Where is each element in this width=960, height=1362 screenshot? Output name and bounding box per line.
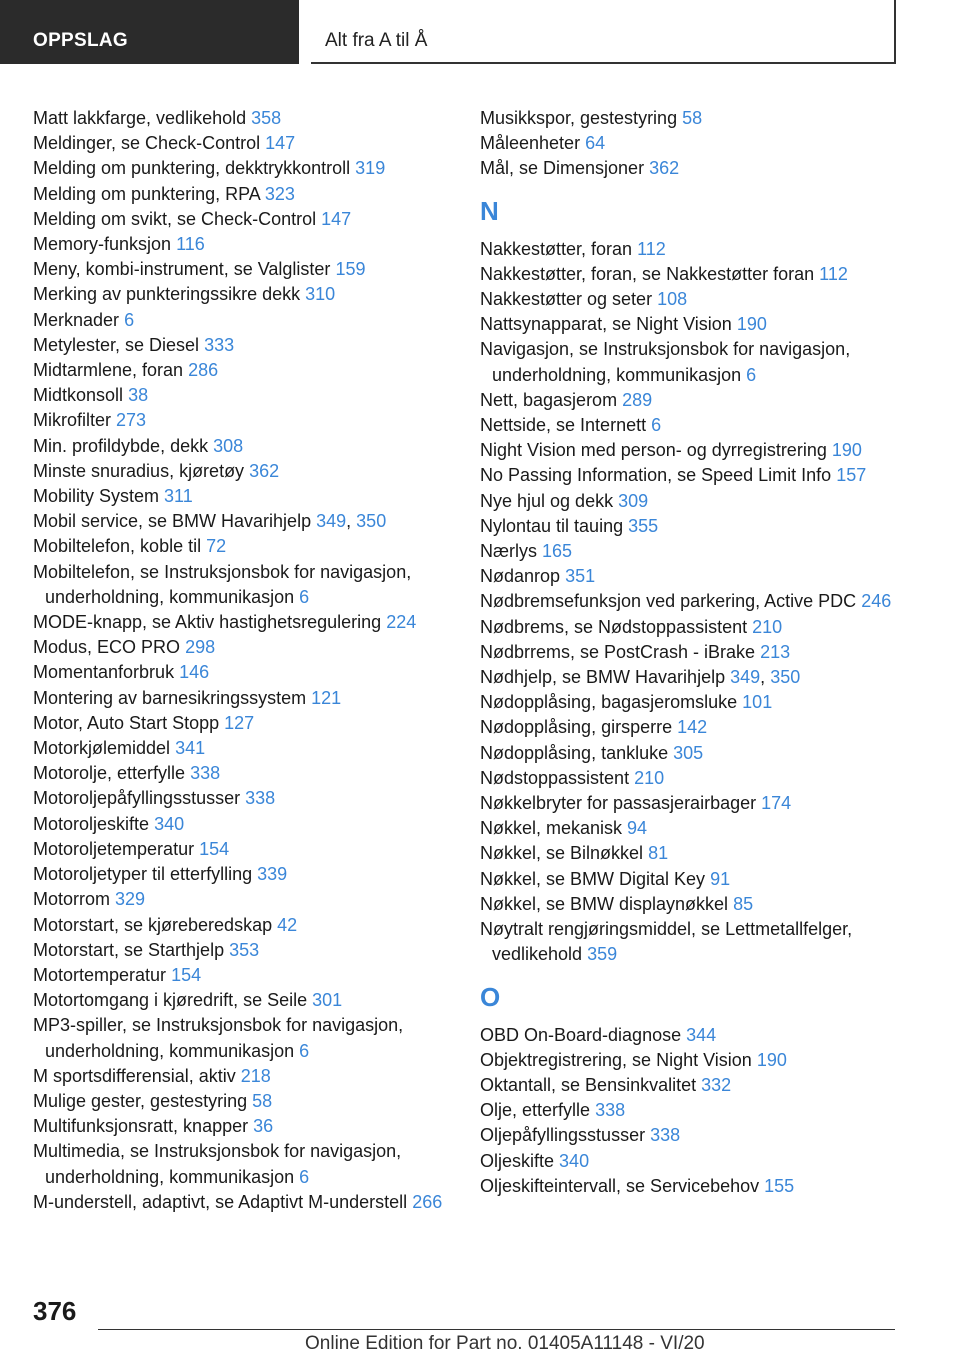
entry-term: Nødbrrems, se PostCrash - iBrake	[480, 641, 756, 662]
index-entry	[33, 560, 473, 610]
entry-term: Nødopplåsing, girsperre	[480, 717, 673, 738]
entry-term: Multifunksjonsratt, knapper	[33, 1116, 249, 1137]
page-link[interactable]: 58	[682, 108, 703, 128]
page-link[interactable]: 85	[733, 893, 754, 914]
page-link[interactable]: 174	[761, 793, 792, 814]
page-link[interactable]: 355	[628, 515, 659, 536]
page-link[interactable]: 38	[128, 385, 149, 406]
edition-text: Online Edition for Part no. 01405A11148 - VI/20	[305, 1333, 705, 1354]
index-entry	[33, 534, 473, 559]
page-link[interactable]: 72	[206, 536, 227, 557]
entry-term: Nøkkel, se BMW displaynøkkel	[480, 893, 729, 914]
section-letter: N	[480, 195, 499, 226]
index-entry	[480, 463, 900, 488]
index-entry	[33, 711, 473, 736]
entry-term: Nakkestøtter og seter	[480, 289, 653, 310]
entry-term: Nakkestøtter, foran, se Nakkestøtter foran	[480, 263, 815, 284]
page-link[interactable]: 350	[356, 511, 387, 532]
index-entry	[480, 237, 900, 262]
index-entry	[33, 1114, 473, 1139]
page-link[interactable]: 6	[299, 1166, 310, 1187]
index-entry	[33, 1013, 473, 1063]
entry-term: Momentanforbruk	[33, 662, 175, 683]
index-entry	[33, 1190, 473, 1215]
page-link[interactable]: 154	[199, 838, 230, 859]
index-entry	[33, 257, 473, 282]
index-entry	[480, 615, 900, 640]
entry-term: Oljepåfyllingsstusser	[480, 1125, 646, 1146]
entry-term: Objektregistrering, se Night Vision	[480, 1049, 752, 1070]
entry-term: Olje, etterfylle	[480, 1100, 591, 1121]
index-entry	[33, 686, 473, 711]
entry-term: Nøkkel, se BMW Digital Key	[480, 868, 706, 889]
entry-term: Navigasjon, se Instruksjonsbok for navigasjon, underholdning, kommunikasjon	[480, 339, 851, 385]
page-link[interactable]: 6	[299, 586, 310, 607]
entry-term: Multimedia, se Instruksjonsbok for navigasjon, underholdning, kommunikasjon	[33, 1141, 402, 1187]
index-entry	[480, 841, 900, 866]
entry-term: Melding om punktering, RPA	[33, 183, 260, 204]
page-link[interactable]: 157	[836, 465, 867, 486]
index-entry	[480, 388, 900, 413]
index-entry	[480, 1073, 900, 1098]
entry-term: Musikkspor, gestestyring	[480, 108, 678, 128]
index-entry	[33, 459, 473, 484]
index-entry	[480, 892, 900, 917]
page-link[interactable]: 190	[736, 314, 767, 335]
page-link[interactable]: 344	[686, 1024, 717, 1045]
entry-term: Nødopplåsing, bagasjeromsluke	[480, 692, 738, 713]
page-link[interactable]: 309	[618, 490, 649, 511]
index-entry	[480, 1023, 900, 1048]
index-entry	[480, 337, 900, 387]
page-link[interactable]: 340	[154, 813, 185, 834]
entry-term: Nattsynapparat, se Night Vision	[480, 314, 732, 335]
entry-term: Nødhjelp, se BMW Havarihjelp	[480, 667, 726, 688]
page-link[interactable]: 210	[752, 616, 783, 637]
entry-term: Mobil service, se BMW Havarihjelp	[33, 511, 312, 532]
entry-term: Nøytralt rengjøringsmiddel, se Lettmetallfelger, vedlikehold	[480, 919, 853, 965]
footer-divider	[98, 1329, 895, 1330]
entry-term: Merknader	[33, 309, 120, 330]
page-link[interactable]: 266	[412, 1191, 443, 1212]
entry-term: Mobiltelefon, koble til	[33, 536, 202, 557]
entry-term: Oljeskifte	[480, 1150, 555, 1171]
page-link[interactable]: 6	[124, 309, 135, 330]
page-link[interactable]: 101	[742, 692, 773, 713]
page-link[interactable]: 94	[627, 818, 648, 839]
entry-term: Meny, kombi-instrument, se Valglister	[33, 259, 331, 280]
entry-term: Motorstart, se kjøreberedskap	[33, 914, 273, 935]
page-link[interactable]: 289	[622, 389, 653, 410]
index-entry	[480, 156, 900, 181]
index-entry	[480, 1098, 900, 1123]
section-letter: O	[480, 981, 501, 1012]
index-entry	[33, 761, 473, 786]
page-link[interactable]: 218	[240, 1065, 271, 1086]
index-entry	[33, 333, 473, 358]
index-entry	[480, 766, 900, 791]
entry-term: Mål, se Dimensjoner	[480, 158, 645, 179]
index-entry	[480, 589, 900, 614]
page-link[interactable]: 310	[305, 284, 336, 305]
index-entry	[33, 786, 473, 811]
page-link[interactable]: 155	[764, 1175, 795, 1196]
entry-term: Nødanrop	[480, 566, 561, 587]
entry-term: Mobility System	[33, 486, 160, 507]
entry-term: Midtarmlene, foran	[33, 360, 184, 381]
index-entry	[33, 635, 473, 660]
index-entry	[33, 408, 473, 433]
index-entry	[480, 131, 900, 156]
page-link[interactable]: 154	[171, 964, 202, 985]
index-entry	[480, 1174, 900, 1199]
entry-term: Midtkonsoll	[33, 385, 124, 406]
page-link[interactable]: 112	[819, 263, 848, 284]
entry-term: Matt lakkfarge, vedlikehold	[33, 108, 247, 128]
index-entry	[480, 489, 900, 514]
entry-term: Motoroljetemperatur	[33, 838, 195, 859]
index-entry	[33, 1089, 473, 1114]
entry-term: Metylester, se Diesel	[33, 334, 200, 355]
entry-term: Motorkjølemiddel	[33, 738, 171, 759]
page-link[interactable]: 340	[559, 1150, 590, 1171]
entry-term: Motoroljetyper til etterfylling	[33, 864, 253, 885]
index-entry	[33, 837, 473, 862]
section-title: OPPSLAG	[33, 30, 129, 51]
entry-term: Motortomgang i kjøredrift, se Seile	[33, 990, 308, 1011]
index-entry	[33, 182, 473, 207]
page-link[interactable]: 108	[657, 289, 688, 310]
index-entry	[480, 514, 900, 539]
index-entry	[480, 690, 900, 715]
page-link[interactable]: 349	[730, 667, 761, 688]
entry-term: Mikrofilter	[33, 410, 112, 431]
page-link[interactable]: 273	[116, 410, 147, 431]
index-entry	[33, 207, 473, 232]
page-link[interactable]: 338	[595, 1100, 626, 1121]
entry-term: Modus, ECO PRO	[33, 637, 181, 658]
entry-term: Motoroljepåfyllingsstusser	[33, 788, 241, 809]
page-link[interactable]: 351	[565, 566, 596, 587]
index-entry	[480, 867, 900, 892]
entry-term: MP3-spiller, se Instruksjonsbok for navigasjon, underholdning, kommunikasjon	[33, 1015, 404, 1061]
page-link[interactable]: 353	[229, 939, 260, 960]
page-link[interactable]: 323	[264, 183, 295, 204]
page-title: Alt fra A til Å	[325, 30, 428, 51]
index-entry	[33, 736, 473, 761]
index-entry	[480, 262, 900, 287]
index-entry: Mobil service, se BMW Havarihjelp 349, 350	[33, 511, 387, 532]
index-entry	[33, 232, 473, 257]
page-link[interactable]: 332	[701, 1074, 732, 1095]
page-link[interactable]: 210	[634, 767, 665, 788]
index-entry	[480, 312, 900, 337]
index-entry	[480, 413, 900, 438]
entry-term: Nettside, se Internett	[480, 415, 647, 436]
index-entry	[480, 287, 900, 312]
page-link[interactable]: 159	[335, 259, 366, 280]
index-entry	[33, 660, 473, 685]
index-column-right	[480, 106, 900, 1199]
entry-term: Memory-funksjon	[33, 234, 172, 255]
page-link[interactable]: 338	[245, 788, 276, 809]
page-link[interactable]: 190	[756, 1049, 787, 1070]
index-entry	[33, 812, 473, 837]
index-entry	[480, 640, 900, 665]
page-link[interactable]: 311	[164, 486, 193, 507]
entry-term: Motorolje, etterfylle	[33, 763, 186, 784]
entry-term: Nøkkel, se Bilnøkkel	[480, 843, 644, 864]
page-link[interactable]: 362	[649, 158, 680, 179]
index-entry	[480, 715, 900, 740]
page-link[interactable]: 246	[861, 591, 892, 612]
entry-term: M-understell, adaptivt, se Adaptivt M-understell	[33, 1191, 408, 1212]
index-entry	[480, 1048, 900, 1073]
entry-term: Night Vision med person- og dyrregistrering	[480, 440, 827, 461]
index-entry	[33, 484, 473, 509]
page-link[interactable]: 6	[651, 415, 662, 436]
entry-term: Nøkkel, mekanisk	[480, 818, 623, 839]
index-entry	[480, 741, 900, 766]
entry-term: Nakkestøtter, foran	[480, 238, 633, 259]
page-link[interactable]: 81	[648, 843, 669, 864]
page-link[interactable]: 127	[224, 712, 255, 733]
index-entry	[33, 156, 473, 181]
entry-term: Motortemperatur	[33, 964, 167, 985]
entry-term: Nærlys	[480, 541, 537, 562]
page-link[interactable]: 358	[251, 108, 282, 128]
page-link[interactable]: 349	[316, 511, 347, 532]
page-link[interactable]: 142	[677, 717, 708, 738]
index-entry	[33, 1139, 473, 1189]
page-link[interactable]: 116	[176, 234, 205, 255]
page-link[interactable]: 350	[770, 667, 801, 688]
entry-term: Min. profildybde, dekk	[33, 435, 209, 456]
entry-term: Nødstoppassistent	[480, 767, 630, 788]
entry-term: Melding om punktering, dekktrykkontroll	[33, 158, 351, 179]
entry-term: Meldinger, se Check-Control	[33, 133, 261, 154]
entry-term: Nylontau til tauing	[480, 515, 624, 536]
page-link[interactable]: 36	[253, 1116, 274, 1137]
page-link[interactable]: 338	[190, 763, 221, 784]
page-link[interactable]: 305	[673, 742, 704, 763]
page-link[interactable]: 359	[587, 944, 618, 965]
index-entry	[33, 1064, 473, 1089]
page-link[interactable]: 190	[831, 440, 862, 461]
page-link[interactable]: 6	[299, 1040, 310, 1061]
page-header	[311, 0, 896, 64]
index-entry	[33, 610, 473, 635]
index-entry	[480, 1123, 900, 1148]
index-entry	[480, 791, 900, 816]
page-link[interactable]: 308	[213, 435, 244, 456]
entry-term: Minste snuradius, kjøretøy	[33, 460, 245, 481]
entry-term: Motorrom	[33, 889, 111, 910]
entry-term: Motor, Auto Start Stopp	[33, 712, 220, 733]
index-entry	[480, 1149, 900, 1174]
entry-term: Nett, bagasjerom	[480, 389, 618, 410]
page-link[interactable]: 339	[257, 864, 288, 885]
index-entry	[33, 887, 473, 912]
section-tab	[0, 0, 299, 64]
index-entry	[33, 383, 473, 408]
index-entry	[33, 308, 473, 333]
page-link[interactable]: 165	[542, 541, 573, 562]
entry-term: No Passing Information, se Speed Limit Info	[480, 465, 832, 486]
entry-term: OBD On-Board-diagnose	[480, 1024, 682, 1045]
index-entry	[33, 358, 473, 383]
index-entry	[480, 438, 900, 463]
entry-term: Montering av barnesikringssystem	[33, 687, 307, 708]
page-link[interactable]: 112	[637, 238, 666, 259]
page-link[interactable]: 338	[650, 1125, 681, 1146]
index-entry	[33, 913, 473, 938]
entry-term: Motorstart, se Starthjelp	[33, 939, 225, 960]
page-link[interactable]: 319	[355, 158, 386, 179]
entry-term: M sportsdifferensial, aktiv	[33, 1065, 236, 1086]
page-link[interactable]: 224	[386, 612, 417, 633]
page-link[interactable]: 146	[179, 662, 210, 683]
entry-term: Nøkkelbryter for passasjerairbager	[480, 793, 757, 814]
page-link[interactable]: 58	[252, 1090, 273, 1111]
page-link[interactable]: 333	[204, 334, 235, 355]
entry-term: Mobiltelefon, se Instruksjonsbok for navigasjon, underholdning, kommunikasjon	[33, 561, 412, 607]
page-link[interactable]: 286	[188, 360, 219, 381]
index-entry	[33, 106, 473, 131]
index-entry	[480, 564, 900, 589]
entry-term: Oktantall, se Bensinkvalitet	[480, 1074, 697, 1095]
page-number: 376	[33, 1296, 77, 1326]
index-entry	[480, 917, 900, 967]
page-link[interactable]: 301	[312, 990, 343, 1011]
entry-term: Måleenheter	[480, 133, 581, 154]
page-link[interactable]: 91	[710, 868, 731, 889]
page-link[interactable]: 298	[185, 637, 216, 658]
index-entry	[33, 862, 473, 887]
index-entry	[33, 963, 473, 988]
entry-term: Nye hjul og dekk	[480, 490, 614, 511]
index-entry	[480, 539, 900, 564]
entry-term: Mulige gester, gestestyring	[33, 1090, 248, 1111]
entry-term: Melding om svikt, se Check-Control	[33, 208, 317, 229]
page-link[interactable]: 6	[746, 364, 757, 385]
page-link[interactable]: 362	[249, 460, 280, 481]
index-entry	[33, 938, 473, 963]
entry-term: Motoroljeskifte	[33, 813, 150, 834]
index-entry	[480, 106, 900, 131]
entry-term: Merking av punkteringssikre dekk	[33, 284, 301, 305]
page-link[interactable]: 147	[321, 208, 352, 229]
index-entry	[480, 816, 900, 841]
entry-term: Nødbrems, se Nødstoppassistent	[480, 616, 748, 637]
index-entry	[33, 131, 473, 156]
index-entry	[33, 988, 473, 1013]
index-entry	[33, 282, 473, 307]
page-link[interactable]: 121	[311, 687, 342, 708]
page-link[interactable]: 42	[277, 914, 298, 935]
index-entry: Nødhjelp, se BMW Havarihjelp 349, 350	[480, 667, 801, 688]
page-link[interactable]: 329	[115, 889, 146, 910]
entry-term: Oljeskifteintervall, se Servicebehov	[480, 1175, 760, 1196]
index-column-left	[33, 106, 473, 1215]
index-entry	[33, 434, 473, 459]
entry-term: Nødbremsefunksjon ved parkering, Active PDC	[480, 591, 857, 612]
entry-term: Nødopplåsing, tankluke	[480, 742, 669, 763]
page-link[interactable]: 147	[265, 133, 296, 154]
entry-term: MODE-knapp, se Aktiv hastighetsregulering	[33, 612, 382, 633]
page-link[interactable]: 341	[175, 738, 206, 759]
page-link[interactable]: 213	[760, 641, 791, 662]
page-link[interactable]: 64	[585, 133, 606, 154]
